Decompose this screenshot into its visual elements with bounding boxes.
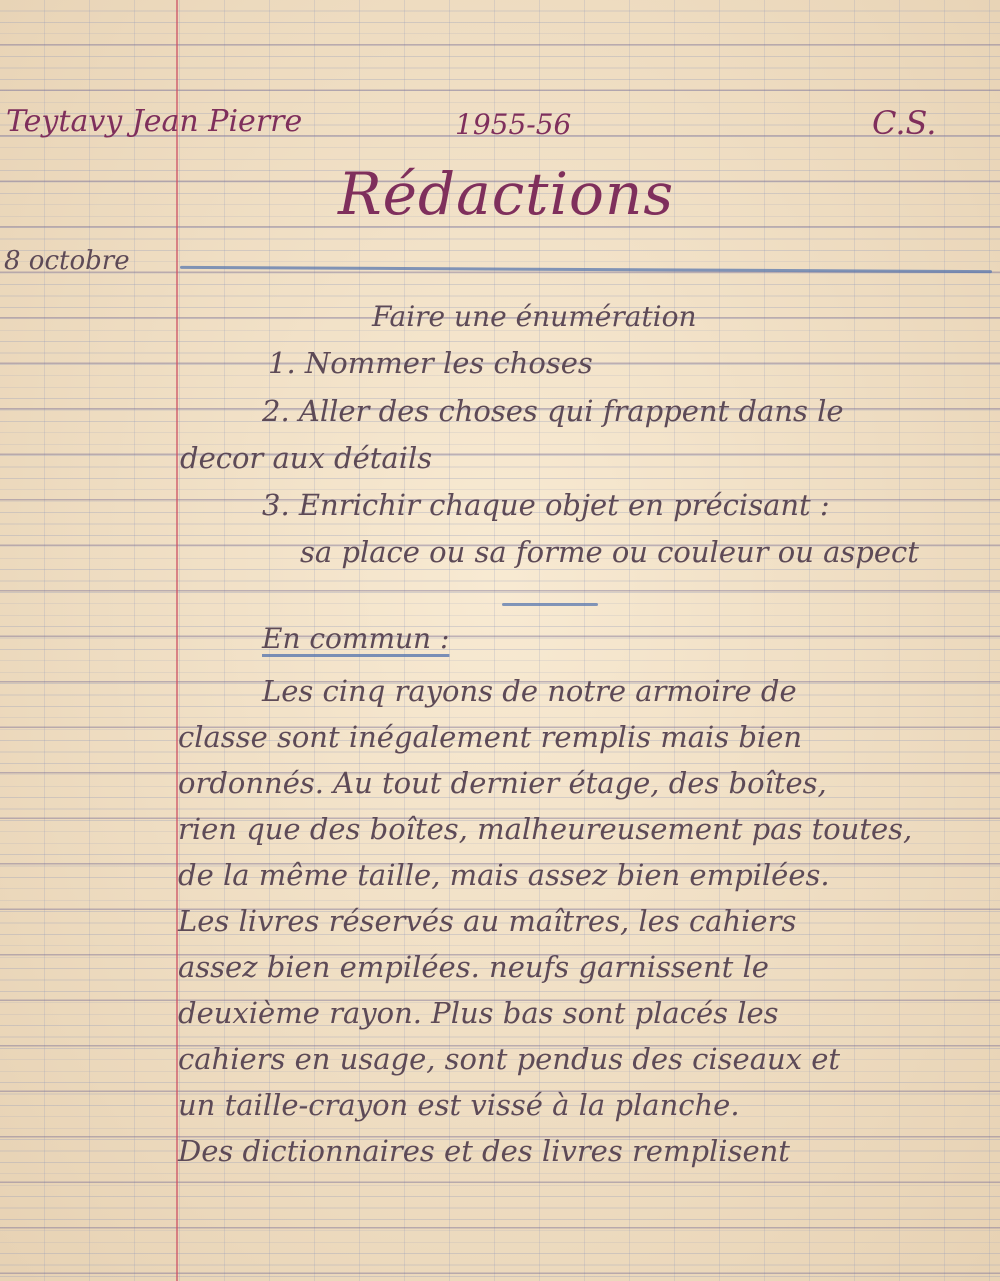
section-rule <box>180 266 992 273</box>
text-line: un taille-crayon est vissé à la planche. <box>178 1088 740 1122</box>
text-line: cahiers en usage, sont pendus des ciseaux et <box>178 1042 841 1076</box>
page-title: Rédactions <box>338 160 675 228</box>
class-level: C.S. <box>872 104 937 142</box>
instruction-step: decor aux détails <box>180 441 433 475</box>
text-line: de la même taille, mais assez bien empilées. <box>178 858 830 892</box>
instructions-heading: Faire une énumération <box>372 300 697 333</box>
text-line: ordonnés. Au tout dernier étage, des boîtes, <box>178 766 827 800</box>
author-name: Teytavy Jean Pierre <box>6 104 303 139</box>
text-line: deuxième rayon. Plus bas sont placés les <box>178 996 779 1030</box>
text-line: classe sont inégalement remplis mais bien <box>178 720 803 754</box>
text-line: Des dictionnaires et des livres remplisent <box>178 1134 790 1168</box>
school-year: 1955-56 <box>455 108 572 141</box>
instruction-step: 3. Enrichir chaque objet en précisant : <box>262 488 830 522</box>
text-line: Les livres réservés au maîtres, les cahiers <box>178 904 797 938</box>
text-line: Les cinq rayons de notre armoire de <box>262 674 797 708</box>
instruction-step: sa place ou sa forme ou couleur ou aspect <box>300 535 919 569</box>
instruction-step: 1. Nommer les choses <box>268 346 593 380</box>
separator-dash <box>502 603 598 606</box>
entry-date: 8 octobre <box>4 246 130 276</box>
text-line: rien que des boîtes, malheureusement pas toutes, <box>178 812 913 846</box>
text-line: assez bien empilées. neufs garnissent le <box>178 950 769 984</box>
instruction-step: 2. Aller des choses qui frappent dans le <box>262 394 844 428</box>
section-heading: En commun : <box>262 622 450 655</box>
